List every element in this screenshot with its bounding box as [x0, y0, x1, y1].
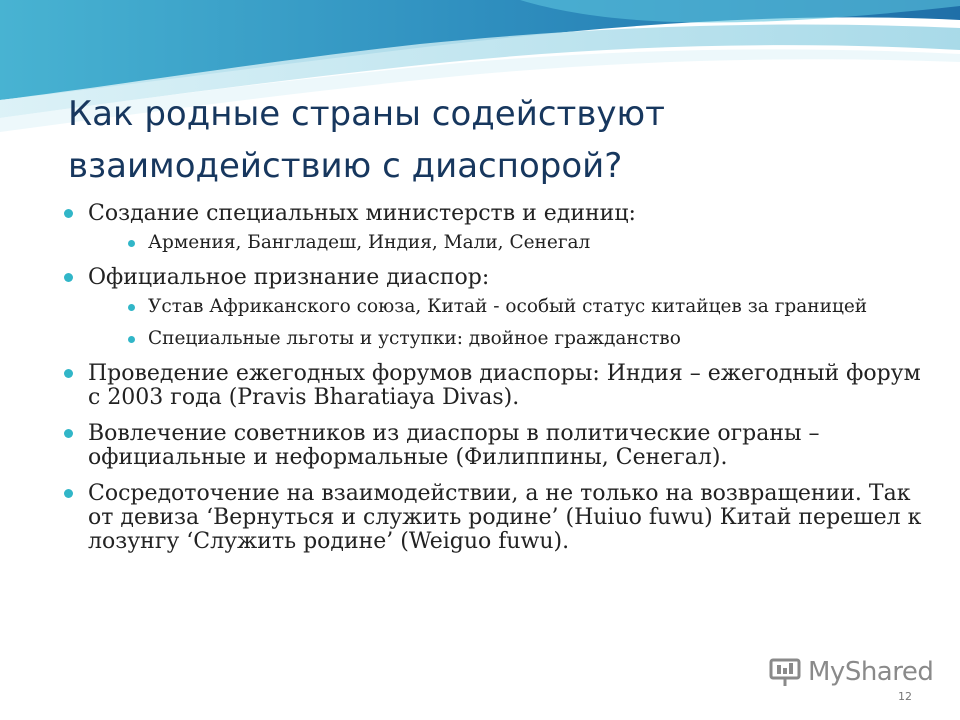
bullet-dot-icon	[64, 489, 73, 498]
sub-bullet-dot-icon	[128, 240, 135, 247]
slide-content	[62, 202, 922, 566]
sub-bullet-text: Армения, Бангладеш, Индия, Мали, Сенегал	[148, 232, 591, 253]
bullet-dot-icon	[64, 209, 73, 218]
sub-bullet-item	[126, 296, 922, 318]
bullet-item	[62, 202, 922, 254]
sub-bullet-list	[88, 232, 922, 254]
presentation-board-icon	[768, 656, 802, 688]
bullet-text: Сосредоточение на взаимодействии, а не только на возвращении. Так от девиза ‘Вернуться и служить родине’ (Huiuo fuwu) Китай перешел к лозунгу ‘Служить родине’ (Weiguo fuwu).	[88, 481, 922, 554]
sub-bullet-dot-icon	[128, 336, 135, 343]
sub-bullet-text: Устав Африканского союза, Китай - особый статус китайцев за границей	[148, 296, 868, 317]
bullet-item	[62, 482, 922, 554]
bullet-text: Вовлечение советников из диаспоры в политические ограны – официальные и неформальные (Филиппины, Сенегал).	[88, 421, 820, 470]
sub-bullet-list	[88, 296, 922, 350]
bullet-item	[62, 422, 922, 470]
page-number: 12	[898, 690, 912, 703]
sub-bullet-item	[126, 328, 922, 350]
bullet-list	[62, 202, 922, 554]
watermark	[768, 654, 933, 690]
sub-bullet-text: Специальные льготы и уступки: двойное гражданство	[148, 328, 681, 349]
bullet-text: Проведение ежегодных форумов диаспоры: Индия – ежегодный форум с 2003 года (Pravis Bharatiaya Divas).	[88, 361, 921, 410]
bullet-item	[62, 362, 922, 410]
bullet-dot-icon	[64, 273, 73, 282]
bullet-dot-icon	[64, 429, 73, 438]
slide-title	[68, 88, 908, 192]
bullet-dot-icon	[64, 369, 73, 378]
slide-title-line-1: Как родные страны содействуют	[68, 94, 665, 134]
sub-bullet-item	[126, 232, 922, 254]
bullet-text: Официальное признание диаспор:	[88, 265, 490, 290]
bullet-text: Создание специальных министерств и единиц:	[88, 201, 636, 226]
slide-title-line-2: взаимодействию с диаспорой?	[68, 146, 623, 186]
watermark-text: MyShared	[808, 657, 934, 687]
bullet-item	[62, 266, 922, 350]
sub-bullet-dot-icon	[128, 304, 135, 311]
